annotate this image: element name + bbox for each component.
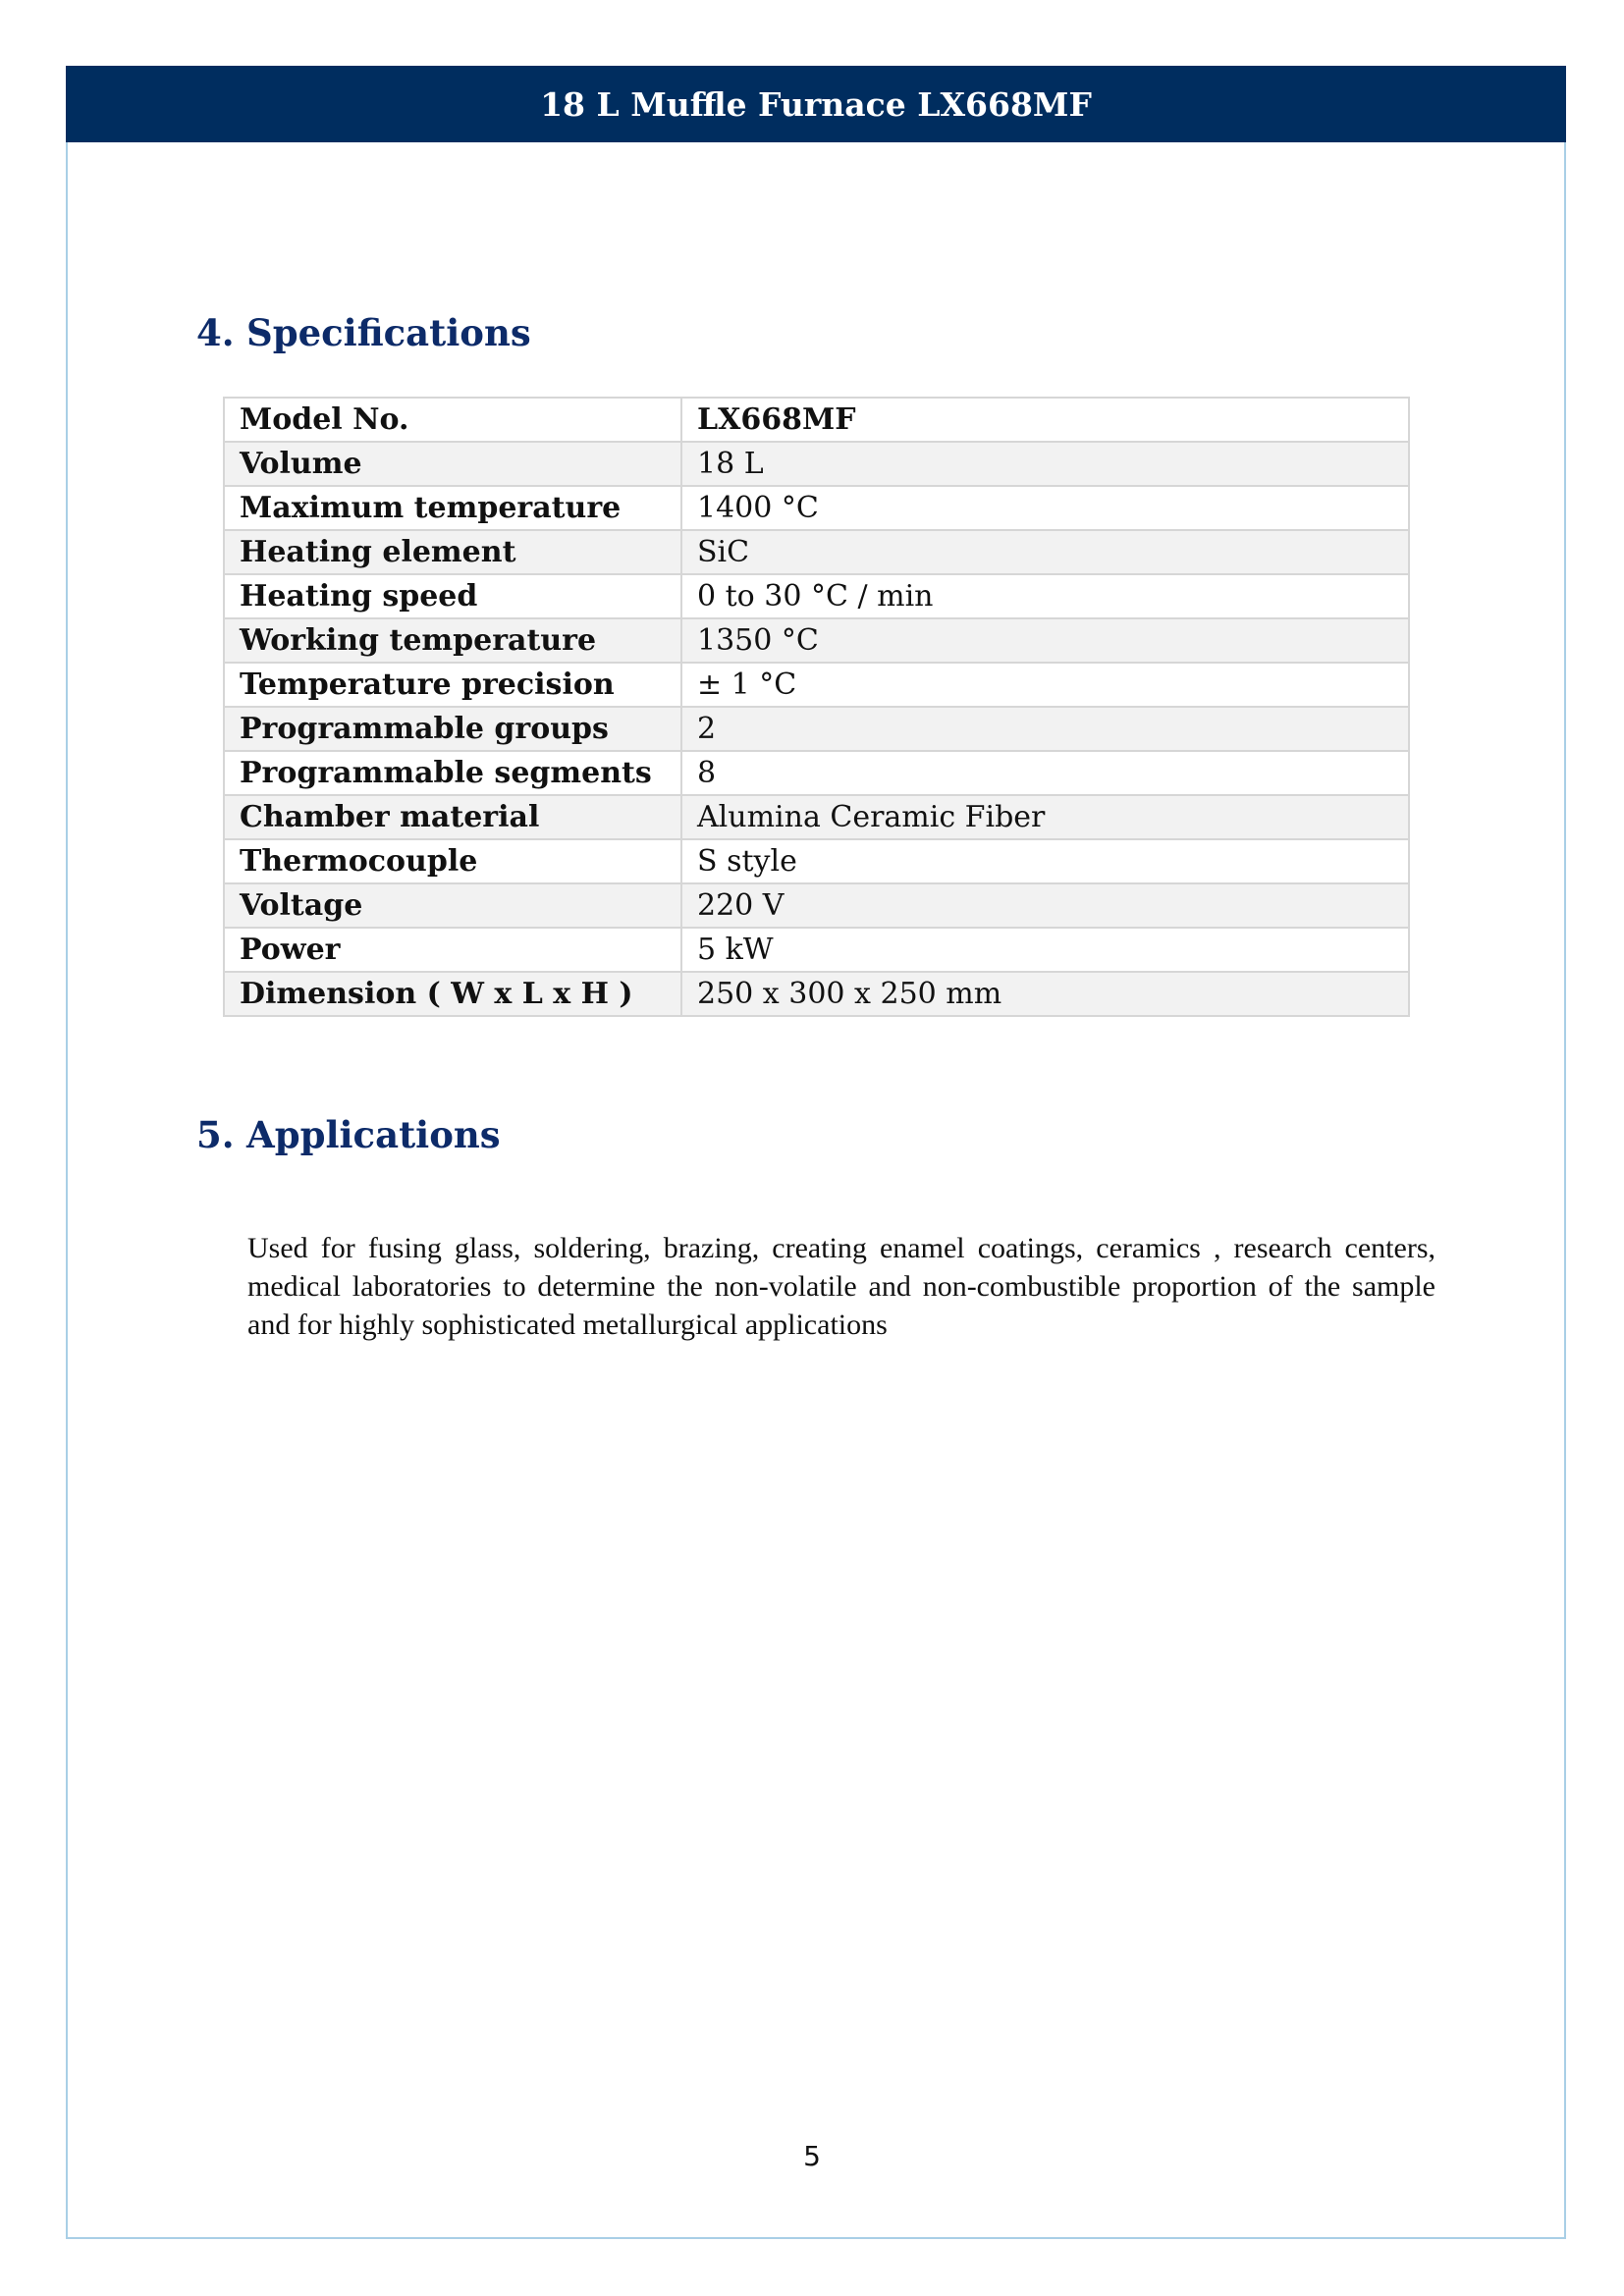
document-title-bar [66,66,1566,142]
table-row [224,707,1409,751]
spec-value: 1350 °C [681,618,1409,663]
spec-value: SiC [681,530,1409,574]
applications-heading [196,1113,501,1156]
section-number: 5. [196,1113,235,1156]
spec-label: Voltage [224,883,681,928]
spec-value: 220 V [681,883,1409,928]
table-row [224,839,1409,883]
spec-label: Heating speed [224,574,681,618]
table-row [224,795,1409,839]
page-number: 5 [803,2140,821,2172]
table-row [224,883,1409,928]
document-title: 18 L Muffle Furnace LX668MF [540,84,1092,124]
applications-paragraph: Used for fusing glass, soldering, brazing, creating enamel coatings, ceramics , research centers, medical laboratories to determine the non-volatile and non-combustible proportion of the sample and for highly sophisticated metallurgical applications [247,1232,1435,1341]
spec-value: S style [681,839,1409,883]
spec-value: 0 to 30 °C / min [681,574,1409,618]
spec-label: Working temperature [224,618,681,663]
spec-value: 250 x 300 x 250 mm [681,972,1409,1016]
table-row [224,751,1409,795]
table-row [224,574,1409,618]
spec-value: LX668MF [681,398,1409,442]
spec-label: Power [224,928,681,972]
section-title: Applications [246,1113,501,1156]
table-row [224,442,1409,486]
spec-label: Heating element [224,530,681,574]
spec-value: ± 1 °C [681,663,1409,707]
spec-label: Volume [224,442,681,486]
table-row [224,928,1409,972]
specifications-heading [196,311,531,354]
spec-label: Dimension ( W x L x H ) [224,972,681,1016]
table-row [224,663,1409,707]
section-number: 4. [196,311,235,354]
spec-label: Temperature precision [224,663,681,707]
table-row [224,486,1409,530]
table-row [224,618,1409,663]
table-row [224,972,1409,1016]
spec-label: Model No. [224,398,681,442]
table-row [224,530,1409,574]
spec-label: Programmable segments [224,751,681,795]
spec-label: Thermocouple [224,839,681,883]
spec-value: 1400 °C [681,486,1409,530]
spec-label: Programmable groups [224,707,681,751]
spec-label: Chamber material [224,795,681,839]
table-row [224,398,1409,442]
specifications-table [223,397,1410,1017]
spec-value: Alumina Ceramic Fiber [681,795,1409,839]
spec-value: 2 [681,707,1409,751]
spec-value: 5 kW [681,928,1409,972]
spec-label: Maximum temperature [224,486,681,530]
spec-value: 18 L [681,442,1409,486]
spec-value: 8 [681,751,1409,795]
section-title: Specifications [246,311,531,354]
